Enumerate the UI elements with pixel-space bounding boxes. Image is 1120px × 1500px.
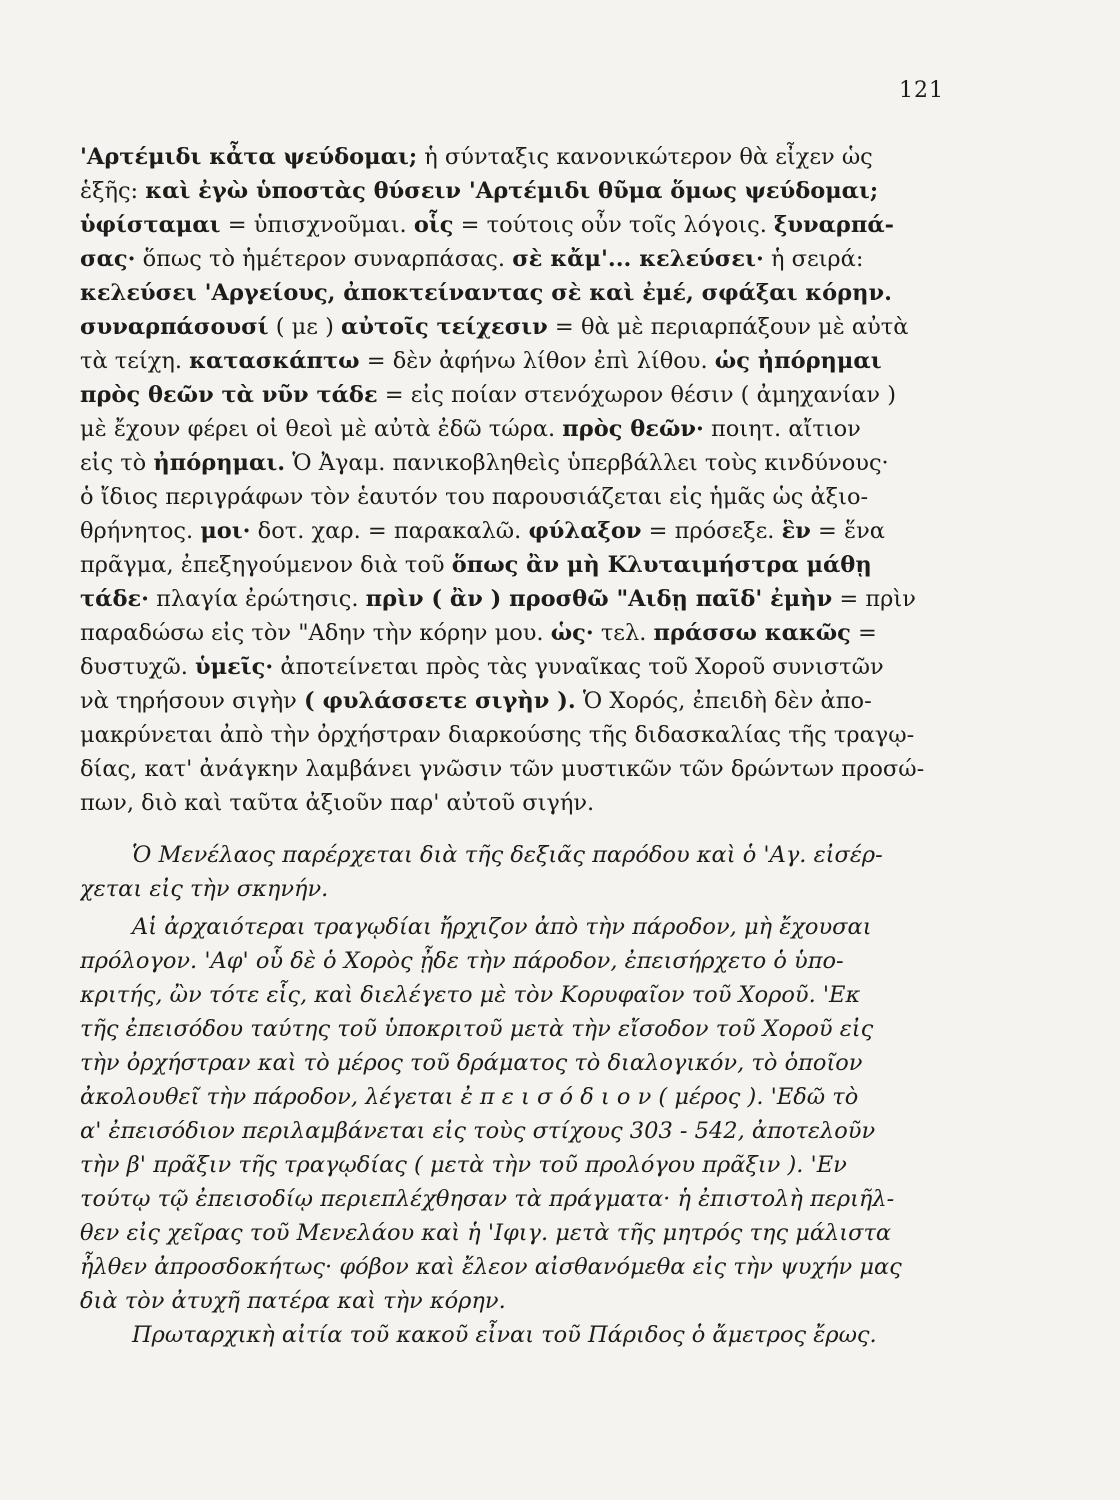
commentary-line — [80, 412, 940, 446]
gloss-text: δυστυχῶ. — [80, 654, 195, 680]
commentary-line — [80, 344, 940, 378]
gloss-text: = εἰς ποίαν στενόχωρον θέσιν ( ἀμηχανίαν ) — [377, 382, 897, 408]
commentary-line — [80, 684, 940, 718]
lemma-text: πράσσω κακῶς — [653, 620, 851, 646]
commentary-line — [80, 242, 940, 276]
gloss-text: ὅπως τὸ ἡμέτερον συναρπάσας. — [135, 246, 513, 272]
commentary-line — [80, 786, 940, 820]
gloss-text: θρήνητος. — [80, 518, 201, 544]
text-line: τὴν ὀρχήστραν καὶ τὸ μέρος τοῦ δράματος τὸ διαλογικόν, τὸ ὁποῖον — [80, 1050, 863, 1076]
gloss-text: ἀποτείνεται πρὸς τὰς γυναῖκας τοῦ Χοροῦ συνιστῶν — [273, 654, 884, 680]
commentary-line — [80, 582, 940, 616]
gloss-text: νὰ τηρήσουν σιγὴν — [80, 688, 305, 714]
lemma-text: ξυναρπά- — [774, 212, 894, 238]
lemma-text: μοι· — [200, 518, 251, 544]
lemma-text: ὡς· — [550, 620, 594, 646]
text-line: τούτῳ τῷ ἐπεισοδίῳ περιεπλέχθησαν τὰ πράγματα· ἡ ἐπιστολὴ περιῆλ- — [80, 1186, 895, 1212]
gloss-text: ἡ σειρά: — [763, 246, 864, 272]
stage-direction — [80, 838, 940, 906]
lemma-text: σας· — [80, 246, 136, 272]
gloss-text: Ὁ Ἀγαμ. πανικοβληθεὶς ὑπερβάλλει τοὺς κινδύνους· — [285, 450, 889, 476]
gloss-text: Ὁ Χορός, ἐπειδὴ δὲν ἀπο- — [575, 688, 872, 714]
gloss-text: δίας, κατ' ἀνάγκην λαμβάνει γνῶσιν τῶν μυστικῶν τῶν δρώντων προσώ- — [80, 756, 925, 782]
gloss-text: τὰ τείχη. — [80, 348, 190, 374]
gloss-text: = — [850, 620, 877, 646]
gloss-text: παραδώσω εἰς τὸν "Αδην τὴν κόρην μου. — [80, 620, 551, 646]
gloss-text: δοτ. χαρ. = παρακαλῶ. — [250, 518, 529, 544]
text-line: ἀκολουθεῖ τὴν πάροδον, λέγεται ἐ π ε ι σ ό δ ι ο ν ( μέρος ). 'Εδῶ τὸ — [80, 1084, 859, 1110]
commentary-line — [80, 446, 940, 480]
commentary-line — [80, 140, 940, 174]
final-paragraph — [80, 1318, 940, 1352]
gloss-text: ὁ ἴδιος περιγράφων τὸν ἑαυτόν του παρουσιάζεται εἰς ἡμᾶς ὡς ἀξιο- — [80, 484, 869, 510]
text-line: κριτής, ὢν τότε εἷς, καὶ διελέγετο μὲ τὸν Κορυφαῖον τοῦ Χοροῦ. 'Εκ — [80, 982, 861, 1008]
commentary-line — [80, 650, 940, 684]
gloss-text: = τούτοις οὖν τοῖς λόγοις. — [453, 212, 775, 238]
gloss-text: μακρύνεται ἀπὸ τὴν ὀρχήστραν διαρκούσης τῆς διδασκαλίας τῆς τραγῳ- — [80, 722, 915, 748]
lemma-text: φύλαξον — [528, 518, 642, 544]
gloss-text: ποιητ. αἴτιον — [703, 416, 861, 442]
gloss-text: τελ. — [593, 620, 654, 646]
lemma-text: ὅπως ἂν μὴ Κλυταιμήστρα μάθῃ — [451, 552, 872, 578]
text-line: διὰ τὸν ἀτυχῆ πατέρα καὶ τὴν κόρην. — [80, 1288, 506, 1314]
text-line: χεται εἰς τὴν σκηνήν. — [80, 876, 329, 902]
commentary-line — [80, 310, 940, 344]
lemma-text: ἓν — [781, 518, 811, 544]
lemma-text: κελεύσει 'Αργείους, ἀποκτείναντας σὲ καὶ ἐμέ, σφάξαι κόρην. — [80, 280, 892, 306]
lemma-text: σὲ κἄμ'... κελεύσει· — [512, 246, 764, 272]
lemma-text: ὡς ἠπόρημαι — [714, 348, 882, 374]
text-line: τῆς ἐπεισόδου ταύτης τοῦ ὑποκριτοῦ μετὰ τὴν εἴσοδον τοῦ Χοροῦ εἰς — [80, 1016, 874, 1042]
gloss-text: = δὲν ἀφήνω λίθον ἐπὶ λίθου. — [359, 348, 715, 374]
text-line: Αἱ ἀρχαιότεραι τραγῳδίαι ἤρχιζον ἀπὸ τὴν πάροδον, μὴ ἔχουσαι — [132, 914, 872, 940]
gloss-text: ἑξῆς: — [80, 178, 146, 204]
commentary-line — [80, 378, 940, 412]
gloss-text: = πρὶν — [832, 586, 916, 612]
gloss-text: πων, διὸ καὶ ταῦτα ἀξιοῦν παρ' αὐτοῦ σιγήν. — [80, 790, 595, 816]
lemma-text: ( φυλάσσετε σιγὴν ). — [304, 688, 576, 714]
text-line: Ὁ Μενέλαος παρέρχεται διὰ τῆς δεξιᾶς παρόδου καὶ ὁ 'Αγ. εἰσέρ- — [132, 842, 883, 868]
gloss-text: = ἕνα — [810, 518, 885, 544]
gloss-text: = ὑπισχνοῦμαι. — [220, 212, 414, 238]
commentary-line — [80, 174, 940, 208]
lemma-text: αὐτοῖς τείχεσιν — [341, 314, 548, 340]
lemma-text: τάδε· — [80, 586, 149, 612]
gloss-text: μὲ ἔχουν φέρει οἱ θεοὶ μὲ αὐτὰ ἐδῶ τώρα. — [80, 416, 563, 442]
text-line: Πρωταρχικὴ αἰτία τοῦ κακοῦ εἶναι τοῦ Πάριδος ὁ ἄμετρος ἔρως. — [132, 1322, 877, 1348]
lemma-text: πρὶν ( ἂν ) προσθῶ "Αιδῃ παῖδ' ἐμὴν — [365, 586, 833, 612]
lemma-text: 'Αρτέμιδι κἆτα ψεύδομαι; — [80, 144, 418, 170]
commentary-line — [80, 548, 940, 582]
text-line: θεν εἰς χεῖρας τοῦ Μενελάου καὶ ἡ 'Ιφιγ. μετὰ τῆς μητρός της μάλιστα — [80, 1220, 892, 1246]
gloss-text: πρᾶγμα, ἐπεξηγούμενον διὰ τοῦ — [80, 552, 452, 578]
commentary-line — [80, 752, 940, 786]
text-line: ἦλθεν ἀπροσδοκήτως· φόβον καὶ ἔλεον αἰσθανόμεθα εἰς τὴν ψυχήν μας — [80, 1254, 902, 1280]
lemma-text: κατασκάπτω — [189, 348, 360, 374]
page-number: 121 — [899, 78, 944, 103]
commentary-notes — [80, 140, 940, 820]
commentary-line — [80, 276, 940, 310]
commentary-line — [80, 514, 940, 548]
commentary-line — [80, 718, 940, 752]
gloss-text: εἰς τὸ — [80, 450, 154, 476]
text-line: πρόλογον. 'Αφ' οὗ δὲ ὁ Χορὸς ᾖδε τὴν πάροδον, ἐπεισήρχετο ὁ ὑπο- — [80, 948, 844, 974]
commentary-line — [80, 480, 940, 514]
lemma-text: πρὸς θεῶν τὰ νῦν τάδε — [80, 382, 378, 408]
gloss-text: ( με ) — [268, 314, 342, 340]
lemma-text: ἠπόρημαι. — [153, 450, 286, 476]
gloss-text: = πρόσεξε. — [641, 518, 782, 544]
text-line: α' ἐπεισόδιον περιλαμβάνεται εἰς τοὺς στίχους 303 - 542, ἀποτελοῦν — [80, 1118, 876, 1144]
lemma-text: οἷς — [413, 212, 454, 238]
commentary-line — [80, 208, 940, 242]
gloss-text: πλαγία ἐρώτησις. — [148, 586, 366, 612]
lemma-text: ὑμεῖς· — [195, 654, 274, 680]
lemma-text: καὶ ἐγὼ ὑποστὰς θύσειν 'Αρτέμιδι θῦμα ὅμως ψεύδομαι; — [145, 178, 879, 204]
text-line: τὴν β' πρᾶξιν τῆς τραγῳδίας ( μετὰ τὴν τοῦ προλόγου πρᾶξιν ). 'Εν — [80, 1152, 847, 1178]
gloss-text: ἡ σύνταξις κανονικώτερον θὰ εἶχεν ὡς — [417, 144, 873, 170]
lemma-text: συναρπάσουσί — [80, 314, 269, 340]
gloss-text: = θὰ μὲ περιαρπάξουν μὲ αὐτὰ — [547, 314, 909, 340]
commentary-line — [80, 616, 940, 650]
page-content — [80, 140, 940, 1352]
lemma-text: πρὸς θεῶν· — [562, 416, 704, 442]
discussion-paragraph — [80, 910, 940, 1318]
lemma-text: ὑφίσταμαι — [80, 212, 221, 238]
